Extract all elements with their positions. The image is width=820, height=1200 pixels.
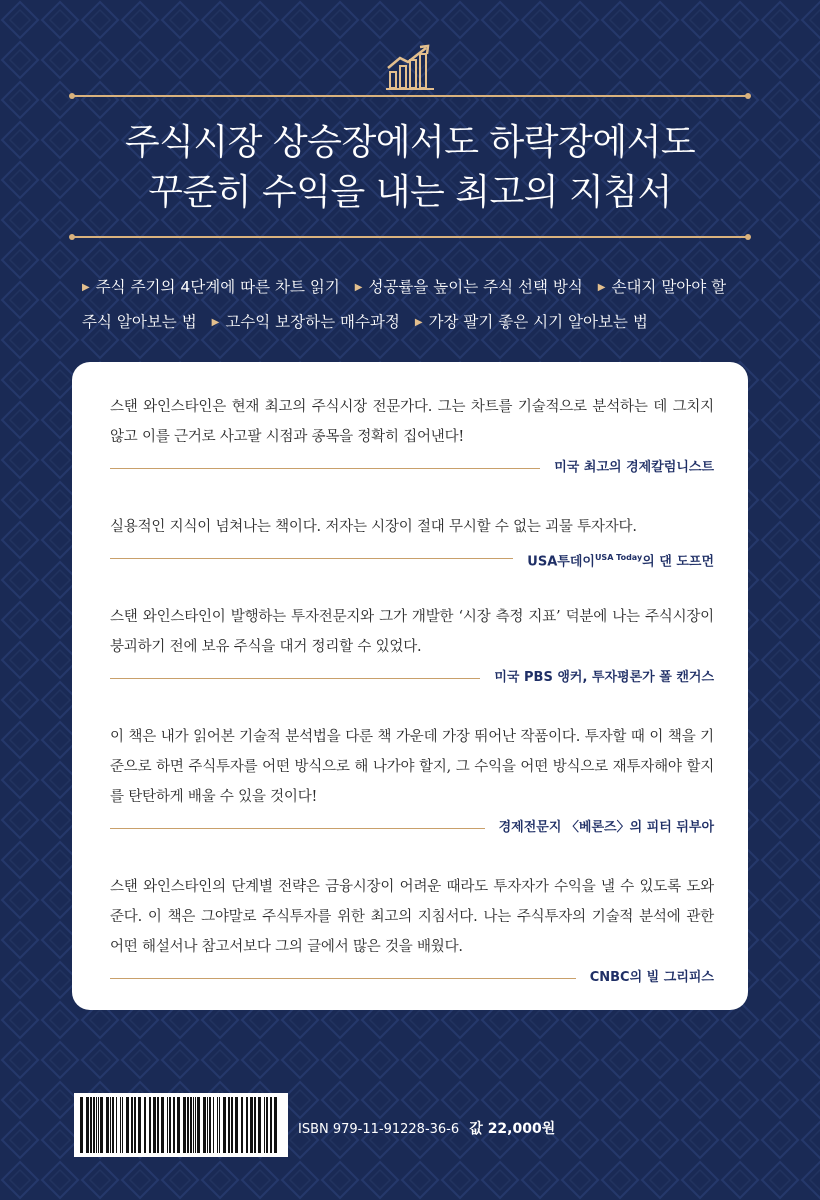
barcode-bar (157, 1097, 159, 1153)
barcode-bar (96, 1097, 97, 1153)
barcode-bar (207, 1097, 208, 1153)
barcode-bar (246, 1097, 248, 1153)
headline-line-1: 주식시장 상승장에서도 하락장에서도 (124, 122, 696, 163)
barcode-bar (223, 1097, 226, 1153)
barcode-bar (258, 1097, 261, 1153)
bullet-item (355, 278, 583, 296)
isbn-number: ISBN 979-11-91228-36-6 (298, 1122, 460, 1137)
triangle-bullet-icon: ▶ (414, 317, 423, 328)
barcode-bar (190, 1097, 192, 1153)
bullet-item (598, 278, 726, 296)
bullet-item (415, 313, 648, 331)
barcode-bar (183, 1097, 186, 1153)
review-attribution: CNBC의 빌 그리피스 (576, 966, 714, 990)
barcode-bar (235, 1097, 238, 1153)
barcode-bar (90, 1097, 92, 1153)
review-attribution-row (110, 966, 714, 992)
attribution-post: 의 댄 도프먼 (642, 554, 714, 570)
bullet-item (82, 313, 197, 331)
barcode-bar (195, 1097, 196, 1153)
isbn-price (298, 1118, 555, 1138)
barcode-bar (110, 1097, 111, 1153)
barcode-bar (270, 1097, 272, 1153)
barcode-bar (193, 1097, 194, 1153)
review-attribution: 미국 최고의 경제칼럼니스트 (540, 456, 714, 480)
reviews-panel (72, 362, 748, 1010)
review-quote: 이 책은 내가 읽어본 기술적 분석법을 다룬 책 가운데 가장 뛰어난 작품이다. 투자할 때 이 책을 기준으로 하면 주식투자를 어떤 방식으로 해 나가야 할지, 그 수익을 어떤 방식으로 재투자해야 할지를 탄탄하게 배울 수 있을 것이다! (110, 729, 714, 805)
barcode-bar (209, 1097, 211, 1153)
triangle-bullet-icon: ▶ (354, 282, 363, 293)
review-item (110, 872, 714, 992)
barcode-bar (93, 1097, 95, 1153)
barcode-bar (86, 1097, 89, 1153)
bullet-item (212, 313, 400, 331)
barcode-bar (149, 1097, 151, 1153)
review-attribution-row (110, 546, 714, 572)
review-attribution-row (110, 666, 714, 692)
barcode-bar (173, 1097, 175, 1153)
barcode-bar (241, 1097, 243, 1153)
triangle-bullet-icon: ▶ (82, 282, 90, 293)
review-quote: 실용적인 지식이 넘쳐나는 책이다. 저자는 시장이 절대 무시할 수 없는 괴물 투자자다. (110, 519, 637, 535)
barcode-bar (217, 1097, 218, 1153)
review-quote: 스탠 와인스타인이 발행하는 투자전문지와 그가 개발한 ‘시장 측정 지표’ 덕분에 나는 주식시장이 붕괴하기 전에 보유 주식을 대거 정리할 수 있었다. (110, 609, 714, 655)
barcode-bar (126, 1097, 129, 1153)
review-attribution-row (110, 456, 714, 482)
bullet-line (82, 305, 752, 340)
barcode-bar (203, 1097, 206, 1153)
barcode-bar (169, 1097, 171, 1153)
feature-bullets (82, 270, 752, 340)
attribution-sup: USA Today (594, 553, 643, 562)
barcode-bar (250, 1097, 253, 1153)
barcode-bar (100, 1097, 103, 1153)
barcode-bar (131, 1097, 133, 1153)
bullet-line (82, 270, 752, 305)
attribution-pre: USA투데이 (527, 554, 595, 570)
top-divider (72, 95, 748, 97)
barcode-bar (167, 1097, 168, 1153)
barcode (74, 1093, 288, 1157)
barcode-bar (80, 1097, 83, 1153)
barcode-bar (98, 1097, 99, 1153)
review-item (110, 722, 714, 842)
barcode-bar (134, 1097, 136, 1153)
price: 값 22,000원 (469, 1121, 556, 1137)
barcode-bar (144, 1097, 146, 1153)
barcode-bar (106, 1097, 109, 1153)
barcode-bar (122, 1097, 123, 1153)
bullet-text: 주식 알아보는 법 (82, 313, 197, 331)
bullet-text: 가장 팔기 좋은 시기 알아보는 법 (428, 313, 648, 331)
headline (60, 118, 760, 218)
barcode-bar (254, 1097, 256, 1153)
headline-line-2: 꾸준히 수익을 내는 최고의 지침서 (148, 172, 672, 213)
barcode-bar (213, 1097, 214, 1153)
review-attribution: 미국 PBS 앵커, 투자평론가 폴 캔거스 (480, 666, 714, 690)
bullet-text: 고수익 보장하는 매수과정 (225, 313, 400, 331)
barcode-bar (274, 1097, 277, 1153)
barcode-bar (266, 1097, 268, 1153)
review-attribution (513, 546, 714, 574)
rising-bar-chart-icon (384, 42, 436, 92)
barcode-bar (197, 1097, 200, 1153)
bullet-text: 주식 주기의 4단계에 따른 차트 읽기 (95, 278, 340, 296)
triangle-bullet-icon: ▶ (211, 317, 220, 328)
barcode-bar (231, 1097, 233, 1153)
review-item (110, 392, 714, 482)
barcode-bar (264, 1097, 265, 1153)
review-quote: 스탠 와인스타인의 단계별 전략은 금융시장이 어려운 때라도 투자자가 수익을 낼 수 있도록 도와준다. 이 책은 그야말로 주식투자를 위한 최고의 지침서다. 나는 주식투자의 기술적 분석에 관한 어떤 해설서나 참고서보다 그의 글에서 많은 것을 배웠다. (110, 879, 715, 955)
barcode-bar (161, 1097, 164, 1153)
barcode-bar (153, 1097, 156, 1153)
barcode-bar (112, 1097, 114, 1153)
review-quote: 스탠 와인스타인은 현재 최고의 주식시장 전문가다. 그는 차트를 기술적으로 분석하는 데 그치지 않고 이를 근거로 사고팔 시점과 종목을 정확히 집어낸다! (110, 399, 714, 445)
triangle-bullet-icon: ▶ (597, 282, 606, 293)
barcode-bar (120, 1097, 121, 1153)
bottom-divider (72, 236, 748, 238)
barcode-bar (219, 1097, 220, 1153)
review-item (110, 512, 714, 572)
bullet-item (82, 278, 340, 296)
review-item (110, 602, 714, 692)
bullet-text: 손대지 말아야 할 (611, 278, 727, 296)
barcode-bar (228, 1097, 230, 1153)
barcode-bar (116, 1097, 117, 1153)
review-attribution: 경제전문지 〈베론즈〉의 피터 뒤부아 (485, 816, 714, 840)
review-attribution-row (110, 816, 714, 842)
bullet-text: 성공률을 높이는 주식 선택 방식 (368, 278, 583, 296)
barcode-bar (187, 1097, 189, 1153)
barcode-bar (177, 1097, 180, 1153)
barcode-bar (138, 1097, 141, 1153)
